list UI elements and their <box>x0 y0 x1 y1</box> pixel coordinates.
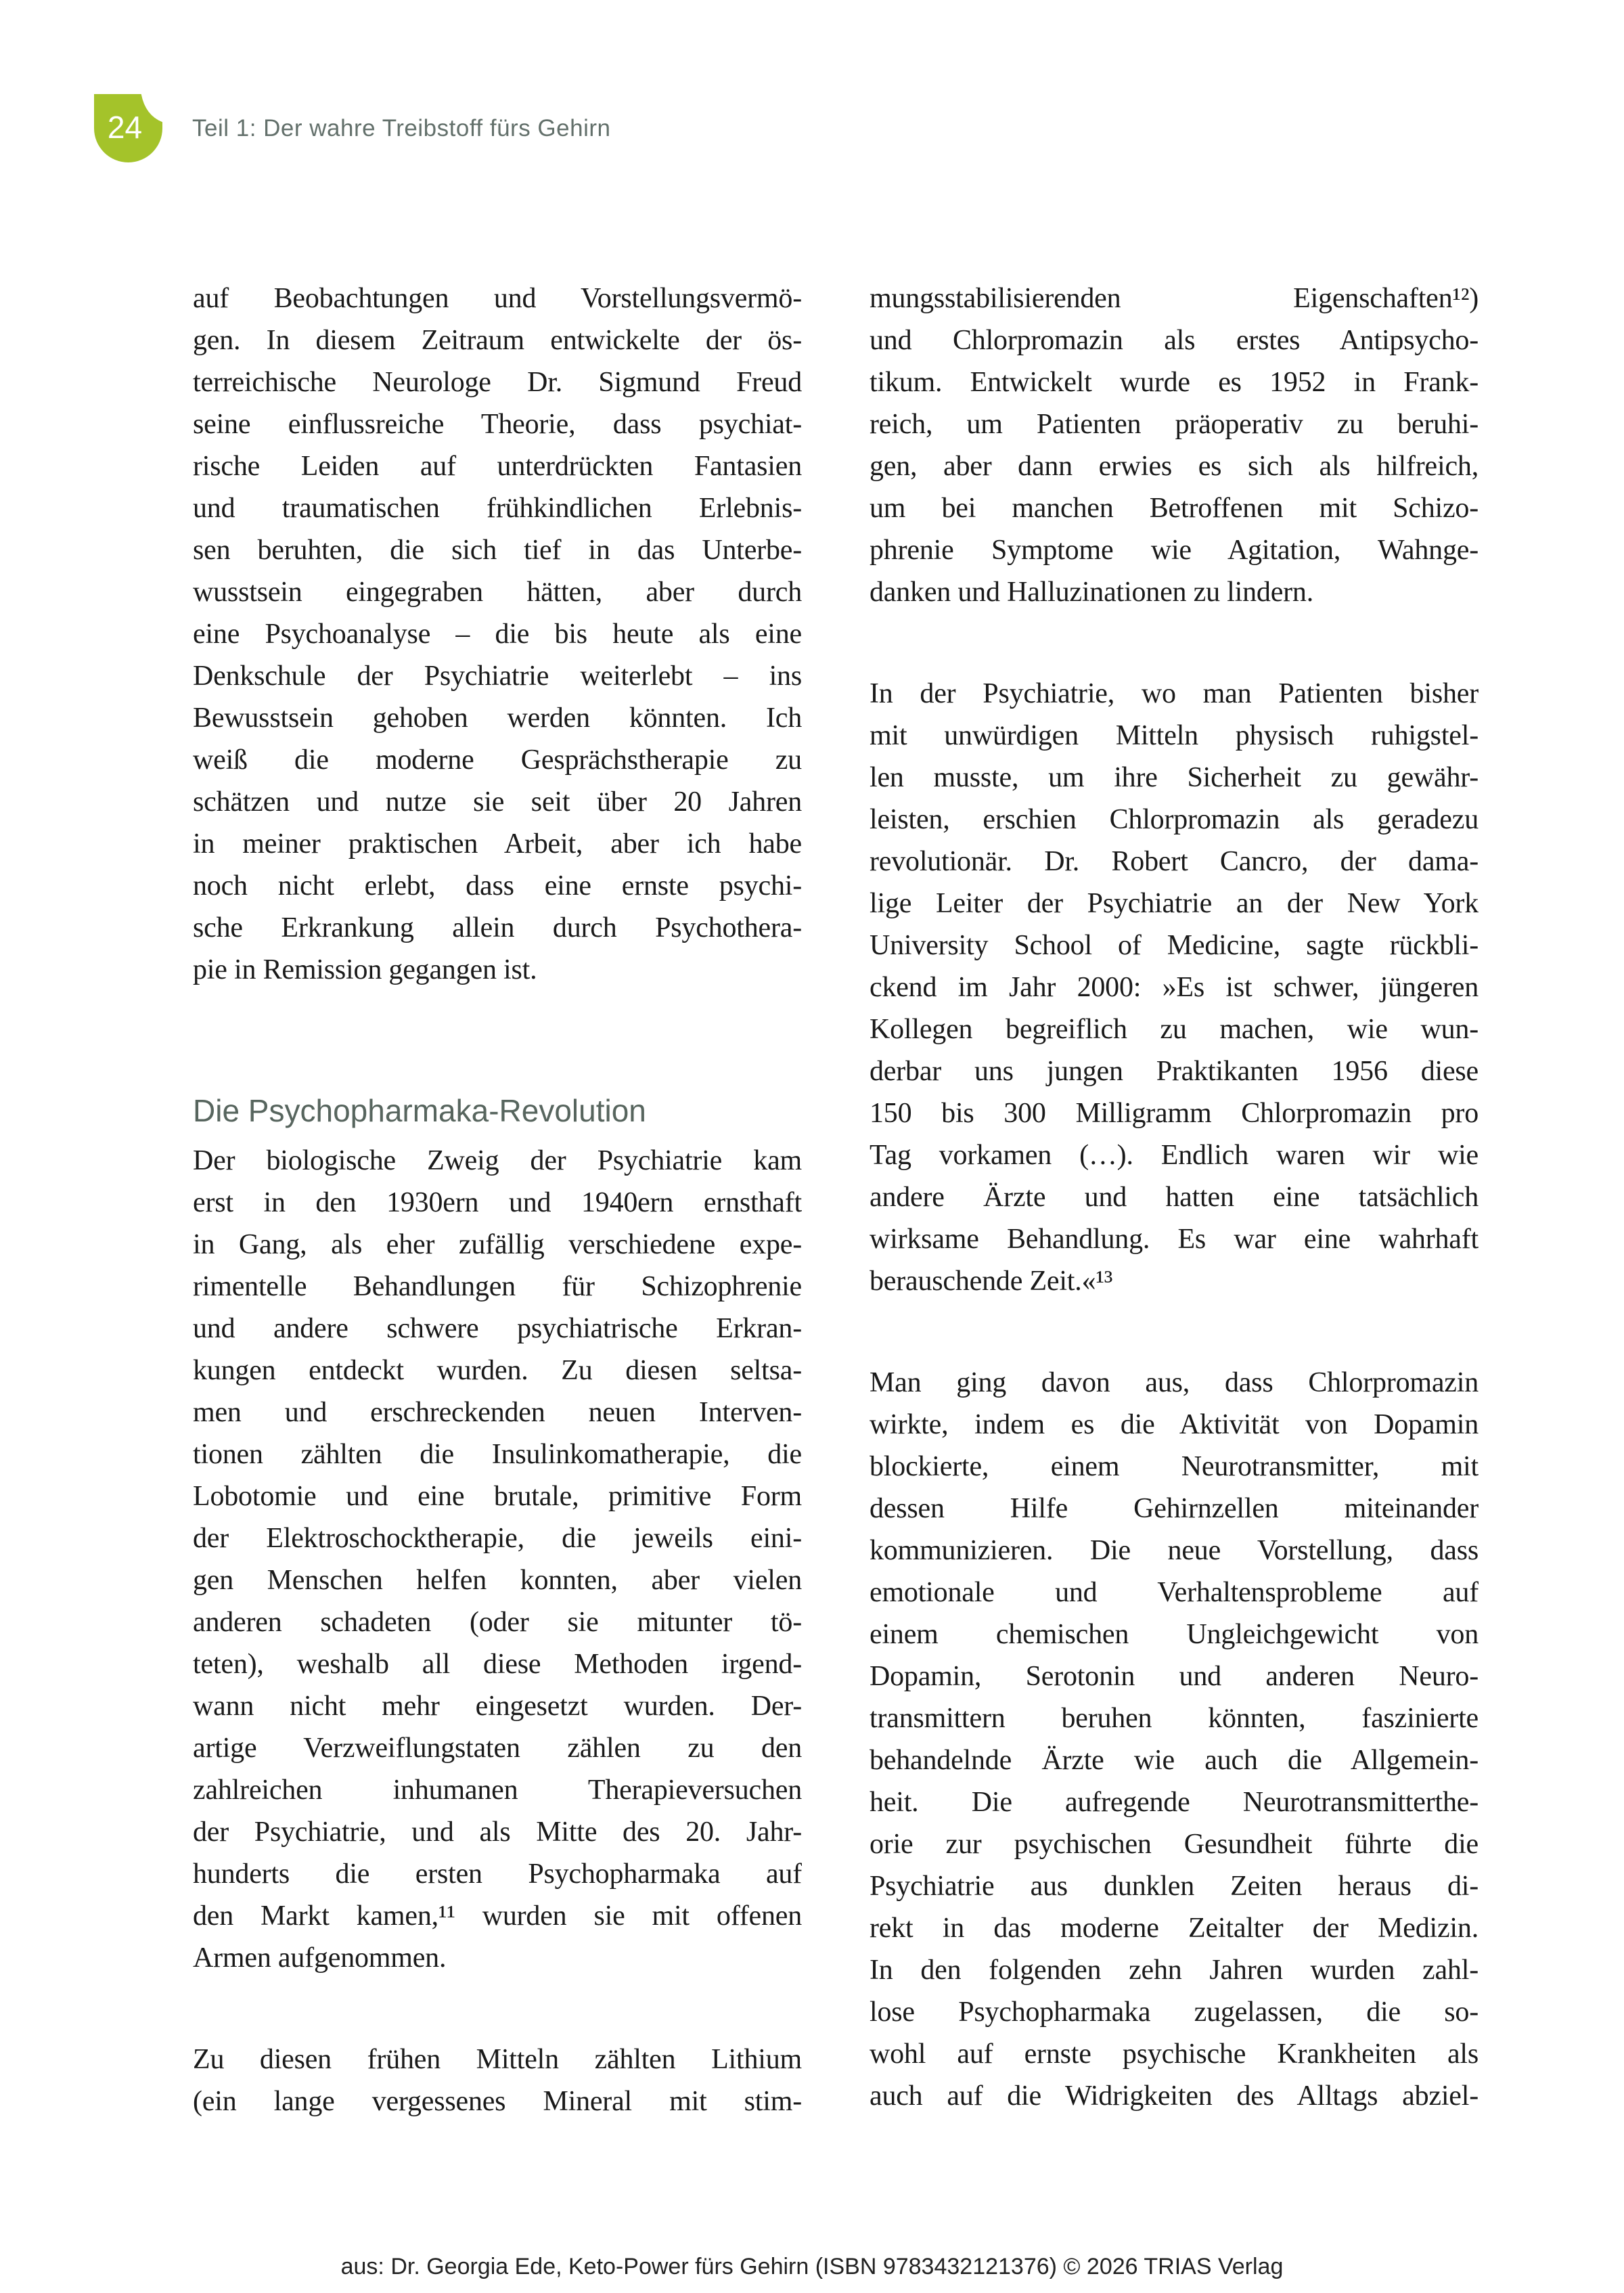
text-line: Man ging davon aus, dass Chlorpromazin <box>870 1367 1479 1398</box>
text-line: behandelnde Ärzte wie auch die Allgemein- <box>870 1745 1479 1776</box>
text-line: transmittern beruhen könnten, faszinierte <box>870 1703 1479 1734</box>
section-heading: Die Psychopharmaka-Revolution <box>193 1093 646 1128</box>
text-line: pie in Remission gegangen ist. <box>193 954 537 985</box>
text-line: einem chemischen Ungleichgewicht von <box>870 1619 1479 1650</box>
paragraph <box>193 277 802 991</box>
text-line: derbar uns jungen Praktikanten 1956 diese <box>870 1056 1479 1087</box>
text-line: reich, um Patienten präoperativ zu beruhi- <box>870 409 1479 440</box>
text-line: emotionale und Verhaltensprobleme auf <box>870 1577 1479 1608</box>
text-columns <box>193 277 1479 2122</box>
text-line: teten), weshalb all diese Methoden irgend- <box>193 1649 802 1680</box>
copyright-footer: aus: Dr. Georgia Ede, Keto-Power fürs Gehirn (ISBN 9783432121376) © 2026 TRIAS Verlag <box>340 2254 1284 2279</box>
text-line: Bewusstsein gehoben werden könnten. Ich <box>193 703 802 734</box>
text-line: Denkschule der Psychiatrie weiterlebt – ins <box>193 661 802 692</box>
text-line: gen. In diesem Zeitraum entwickelte der ös- <box>193 325 802 356</box>
text-line: rekt in das moderne Zeitalter der Medizin. <box>870 1913 1479 1944</box>
page-number-badge <box>94 94 162 162</box>
text-line: tionen zählten die Insulinkomatherapie, die <box>193 1439 802 1470</box>
text-line: gen Menschen helfen konnten, aber vielen <box>193 1565 802 1596</box>
text-line: artige Verzweiflungstaten zählen zu den <box>193 1733 802 1764</box>
text-line: heit. Die aufregende Neurotransmitterthe- <box>870 1787 1479 1818</box>
text-line: orie zur psychischen Gesundheit führte die <box>870 1829 1479 1860</box>
running-header-title: Teil 1: Der wahre Treibstoff fürs Gehirn <box>192 115 611 141</box>
text-line: erst in den 1930ern und 1940ern ernsthaft <box>193 1187 802 1218</box>
paragraph <box>193 2039 802 2122</box>
text-line: terreichische Neurologe Dr. Sigmund Freud <box>193 367 802 398</box>
text-line: schätzen und nutze sie seit über 20 Jahren <box>193 786 802 818</box>
text-line: revolutionär. Dr. Robert Cancro, der dama- <box>870 846 1479 877</box>
text-line: men und erschreckenden neuen Interven- <box>193 1397 802 1428</box>
page-number: 24 <box>107 109 143 145</box>
text-line: anderen schadeten (oder sie mitunter tö- <box>193 1607 802 1638</box>
text-line: wann nicht mehr eingesetzt wurden. Der- <box>193 1691 802 1722</box>
text-line: danken und Halluzinationen zu lindern. <box>870 577 1314 608</box>
right-column <box>870 277 1479 2122</box>
left-column <box>193 277 802 2122</box>
text-line: um bei manchen Betroffenen mit Schizo- <box>870 493 1479 524</box>
paragraph <box>870 1362 1479 2117</box>
paragraph <box>870 673 1479 1302</box>
text-line: mit unwürdigen Mitteln physisch ruhigstel- <box>870 720 1479 751</box>
text-line: wusstsein eingegraben hätten, aber durch <box>193 577 802 608</box>
text-line: 150 bis 300 Milligramm Chlorpromazin pro <box>870 1098 1479 1129</box>
text-line: lige Leiter der Psychiatrie an der New York <box>870 888 1479 919</box>
text-line: in Gang, als eher zufällig verschiedene expe- <box>193 1229 802 1260</box>
text-line: wirkte, indem es die Aktivität von Dopamin <box>870 1409 1479 1440</box>
text-line: Der biologische Zweig der Psychiatrie kam <box>193 1145 802 1176</box>
text-line: berauschende Zeit.«¹³ <box>870 1266 1113 1297</box>
text-line: phrenie Symptome wie Agitation, Wahnge- <box>870 535 1479 566</box>
text-line: Psychiatrie aus dunklen Zeiten heraus di- <box>870 1871 1479 1902</box>
text-line: rische Leiden auf unterdrückten Fantasien <box>193 451 802 482</box>
text-line: und traumatischen frühkindlichen Erlebnis- <box>193 493 802 524</box>
text-line: sen beruhten, die sich tief in das Unterbe- <box>193 535 802 566</box>
text-line: blockierte, einem Neurotransmitter, mit <box>870 1451 1479 1482</box>
text-line: und Chlorpromazin als erstes Antipsycho- <box>870 325 1479 356</box>
text-line: dessen Hilfe Gehirnzellen miteinander <box>870 1493 1479 1524</box>
text-line: auch auf die Widrigkeiten des Alltags abziel- <box>870 2080 1479 2112</box>
text-line: und andere schwere psychiatrische Erkran- <box>193 1313 802 1344</box>
text-line: lose Psychopharmaka zugelassen, die so- <box>870 1997 1479 2028</box>
text-line: Kollegen begreiflich zu machen, wie wun- <box>870 1014 1479 1045</box>
text-line: ckend im Jahr 2000: »Es ist schwer, jüngeren <box>870 972 1479 1003</box>
text-line: hunderts die ersten Psychopharmaka auf <box>193 1858 802 1890</box>
text-line: in meiner praktischen Arbeit, aber ich habe <box>193 828 802 860</box>
text-line: len musste, um ihre Sicherheit zu gewähr- <box>870 762 1479 793</box>
text-line: der Psychiatrie, und als Mitte des 20. Jahr- <box>193 1817 802 1848</box>
text-line: mungsstabilisierenden Eigenschaften¹²) <box>870 283 1479 314</box>
text-line: auf Beobachtungen und Vorstellungsvermö- <box>193 283 802 314</box>
text-line: tikum. Entwickelt wurde es 1952 in Frank- <box>870 367 1479 398</box>
text-line: kungen entdeckt wurden. Zu diesen seltsa- <box>193 1355 802 1386</box>
text-line: In der Psychiatrie, wo man Patienten bisher <box>870 678 1479 709</box>
text-line: Armen aufgenommen. <box>193 1942 447 1974</box>
text-line: leisten, erschien Chlorpromazin als geradezu <box>870 804 1479 835</box>
text-line: Lobotomie und eine brutale, primitive Form <box>193 1481 802 1512</box>
text-line: noch nicht erlebt, dass eine ernste psychi- <box>193 870 802 901</box>
paragraph <box>193 1140 802 1979</box>
text-line: Dopamin, Serotonin und anderen Neuro- <box>870 1661 1479 1692</box>
text-line: der Elektroschocktherapie, die jeweils eini- <box>193 1523 802 1554</box>
text-line: (ein lange vergessenes Mineral mit stim- <box>193 2086 802 2117</box>
text-line: sche Erkrankung allein durch Psychothera- <box>193 912 802 943</box>
paragraph <box>870 277 1479 613</box>
text-line: Tag vorkamen (…). Endlich waren wir wie <box>870 1140 1479 1171</box>
text-line: den Markt kamen,¹¹ wurden sie mit offenen <box>193 1900 802 1932</box>
text-line: gen, aber dann erwies es sich als hilfreich, <box>870 451 1479 482</box>
text-line: In den folgenden zehn Jahren wurden zahl- <box>870 1955 1479 1986</box>
text-line: rimentelle Behandlungen für Schizophrenie <box>193 1271 802 1302</box>
text-line: andere Ärzte und hatten eine tatsächlich <box>870 1182 1479 1213</box>
text-line: seine einflussreiche Theorie, dass psychiat- <box>193 409 802 440</box>
text-line: zahlreichen inhumanen Therapieversuchen <box>193 1775 802 1806</box>
text-line: University School of Medicine, sagte rückbli- <box>870 930 1479 961</box>
text-line: wirksame Behandlung. Es war eine wahrhaft <box>870 1224 1479 1255</box>
text-line: wohl auf ernste psychische Krankheiten als <box>870 2039 1479 2070</box>
text-line: eine Psychoanalyse – die bis heute als eine <box>193 619 802 650</box>
text-line: Zu diesen frühen Mitteln zählten Lithium <box>193 2044 802 2075</box>
text-line: weiß die moderne Gesprächstherapie zu <box>193 744 802 776</box>
text-line: kommunizieren. Die neue Vorstellung, dass <box>870 1535 1479 1566</box>
